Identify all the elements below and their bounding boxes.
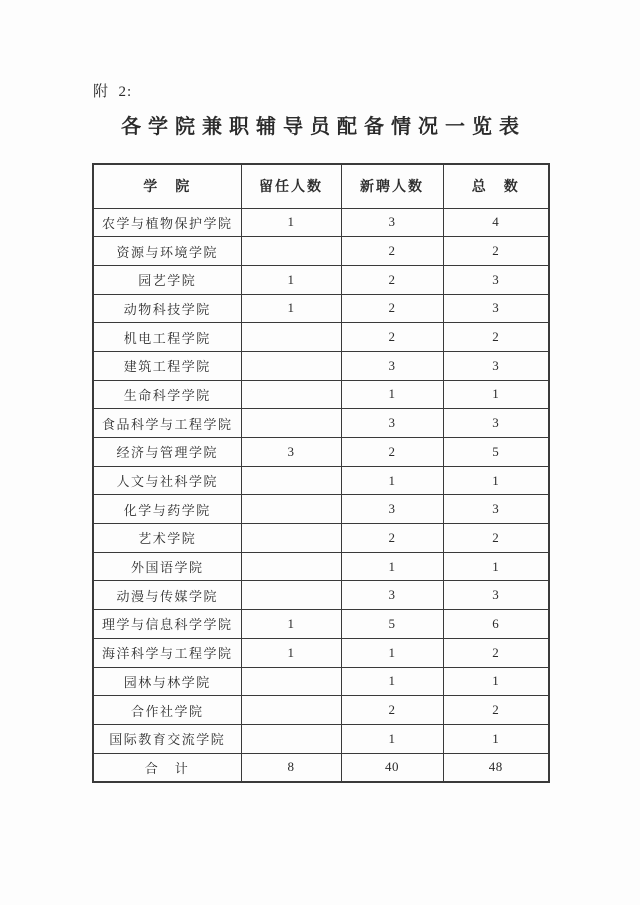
total-count-cell: 3 bbox=[443, 495, 549, 524]
new-hired-count-cell: 5 bbox=[341, 610, 443, 639]
total-count-cell: 1 bbox=[443, 380, 549, 409]
table-row bbox=[93, 438, 549, 467]
table-row bbox=[93, 351, 549, 380]
college-name-cell: 海洋科学与工程学院 bbox=[93, 638, 241, 667]
retained-count-cell bbox=[241, 237, 341, 266]
retained-count-cell bbox=[241, 696, 341, 725]
retained-count-cell: 1 bbox=[241, 610, 341, 639]
new-hired-count-cell: 1 bbox=[341, 638, 443, 667]
retained-count-cell bbox=[241, 351, 341, 380]
retained-count-cell bbox=[241, 323, 341, 352]
college-name-cell: 化学与药学院 bbox=[93, 495, 241, 524]
table-row bbox=[93, 380, 549, 409]
new-hired-count-cell: 1 bbox=[341, 380, 443, 409]
retained-count-cell: 3 bbox=[241, 438, 341, 467]
college-name-cell: 生命科学学院 bbox=[93, 380, 241, 409]
table-row bbox=[93, 466, 549, 495]
table-row bbox=[93, 667, 549, 696]
new-hired-count-cell: 2 bbox=[341, 265, 443, 294]
retained-count-cell bbox=[241, 667, 341, 696]
column-header-retained-count: 留任人数 bbox=[241, 164, 341, 208]
table-header bbox=[93, 164, 549, 208]
college-name-cell: 理学与信息科学学院 bbox=[93, 610, 241, 639]
college-name-cell: 建筑工程学院 bbox=[93, 351, 241, 380]
header-row bbox=[93, 164, 549, 208]
summary-label-cell: 合 计 bbox=[93, 753, 241, 782]
college-name-cell: 国际教育交流学院 bbox=[93, 724, 241, 753]
table-row bbox=[93, 323, 549, 352]
table-row bbox=[93, 552, 549, 581]
total-count-cell: 6 bbox=[443, 610, 549, 639]
table-row bbox=[93, 237, 549, 266]
total-count-cell: 3 bbox=[443, 294, 549, 323]
new-hired-count-cell: 1 bbox=[341, 466, 443, 495]
new-hired-count-cell: 2 bbox=[341, 438, 443, 467]
retained-count-cell: 1 bbox=[241, 294, 341, 323]
college-name-cell: 农学与植物保护学院 bbox=[93, 208, 241, 237]
new-hired-count-cell: 3 bbox=[341, 208, 443, 237]
college-name-cell: 人文与社科学院 bbox=[93, 466, 241, 495]
table-row bbox=[93, 696, 549, 725]
page-title: 各学院兼职辅导员配备情况一览表 bbox=[121, 116, 526, 138]
counselor-staffing-table bbox=[92, 163, 550, 783]
retained-count-cell: 1 bbox=[241, 638, 341, 667]
new-hired-count-cell: 1 bbox=[341, 724, 443, 753]
total-count-cell: 2 bbox=[443, 237, 549, 266]
college-name-cell: 机电工程学院 bbox=[93, 323, 241, 352]
new-hired-count-cell: 2 bbox=[341, 323, 443, 352]
summary-row bbox=[93, 753, 549, 782]
college-name-cell: 经济与管理学院 bbox=[93, 438, 241, 467]
new-hired-count-cell: 2 bbox=[341, 696, 443, 725]
retained-count-cell bbox=[241, 380, 341, 409]
new-hired-count-cell: 3 bbox=[341, 351, 443, 380]
retained-count-cell: 8 bbox=[241, 753, 341, 782]
column-header-total-count: 总 数 bbox=[443, 164, 549, 208]
retained-count-cell: 1 bbox=[241, 265, 341, 294]
college-name-cell: 园林与林学院 bbox=[93, 667, 241, 696]
total-count-cell: 5 bbox=[443, 438, 549, 467]
table-row bbox=[93, 610, 549, 639]
table-row bbox=[93, 409, 549, 438]
total-count-cell: 3 bbox=[443, 351, 549, 380]
college-name-cell: 外国语学院 bbox=[93, 552, 241, 581]
retained-count-cell bbox=[241, 409, 341, 438]
table-row bbox=[93, 724, 549, 753]
table-row bbox=[93, 638, 549, 667]
retained-count-cell bbox=[241, 552, 341, 581]
total-count-cell: 4 bbox=[443, 208, 549, 237]
retained-count-cell bbox=[241, 581, 341, 610]
new-hired-count-cell: 2 bbox=[341, 524, 443, 553]
new-hired-count-cell: 1 bbox=[341, 552, 443, 581]
total-count-cell: 2 bbox=[443, 638, 549, 667]
college-name-cell: 动物科技学院 bbox=[93, 294, 241, 323]
total-count-cell: 48 bbox=[443, 753, 549, 782]
college-name-cell: 合作社学院 bbox=[93, 696, 241, 725]
total-count-cell: 2 bbox=[443, 323, 549, 352]
college-name-cell: 资源与环境学院 bbox=[93, 237, 241, 266]
total-count-cell: 1 bbox=[443, 466, 549, 495]
new-hired-count-cell: 3 bbox=[341, 409, 443, 438]
table-row bbox=[93, 294, 549, 323]
attachment-label: 附 2: bbox=[93, 84, 133, 100]
college-name-cell: 动漫与传媒学院 bbox=[93, 581, 241, 610]
table-row bbox=[93, 524, 549, 553]
retained-count-cell bbox=[241, 495, 341, 524]
new-hired-count-cell: 2 bbox=[341, 294, 443, 323]
new-hired-count-cell: 3 bbox=[341, 495, 443, 524]
college-name-cell: 艺术学院 bbox=[93, 524, 241, 553]
total-count-cell: 3 bbox=[443, 265, 549, 294]
table-row bbox=[93, 495, 549, 524]
table-row bbox=[93, 265, 549, 294]
new-hired-count-cell: 3 bbox=[341, 581, 443, 610]
total-count-cell: 1 bbox=[443, 667, 549, 696]
total-count-cell: 3 bbox=[443, 409, 549, 438]
column-header-college: 学 院 bbox=[93, 164, 241, 208]
new-hired-count-cell: 2 bbox=[341, 237, 443, 266]
retained-count-cell bbox=[241, 466, 341, 495]
total-count-cell: 1 bbox=[443, 724, 549, 753]
total-count-cell: 2 bbox=[443, 524, 549, 553]
table-row bbox=[93, 581, 549, 610]
total-count-cell: 3 bbox=[443, 581, 549, 610]
retained-count-cell bbox=[241, 724, 341, 753]
retained-count-cell bbox=[241, 524, 341, 553]
total-count-cell: 1 bbox=[443, 552, 549, 581]
table-row bbox=[93, 208, 549, 237]
new-hired-count-cell: 1 bbox=[341, 667, 443, 696]
retained-count-cell: 1 bbox=[241, 208, 341, 237]
new-hired-count-cell: 40 bbox=[341, 753, 443, 782]
college-name-cell: 园艺学院 bbox=[93, 265, 241, 294]
college-name-cell: 食品科学与工程学院 bbox=[93, 409, 241, 438]
column-header-new-hired-count: 新聘人数 bbox=[341, 164, 443, 208]
total-count-cell: 2 bbox=[443, 696, 549, 725]
